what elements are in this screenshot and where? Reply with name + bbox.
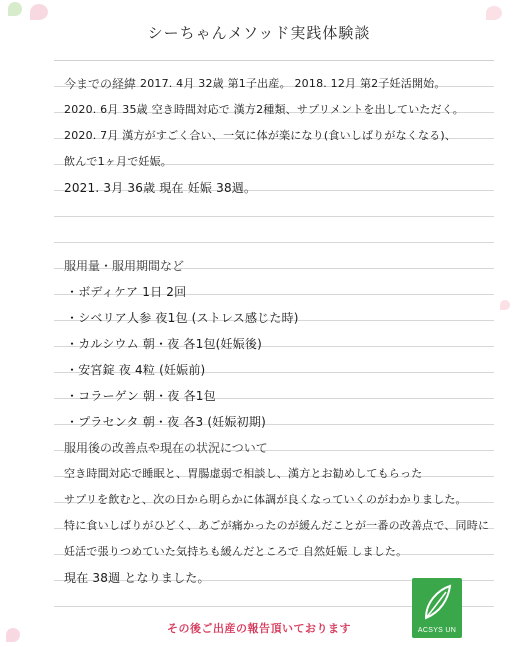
- petal-decoration: [486, 6, 502, 20]
- improvement-line: 特に食いしばりがひどく、あごが痛かったのが緩んだことが一番の改善点で、同時に: [64, 519, 490, 532]
- dosage-item: ・シベリア人参 夜1包 (ストレス感じた時): [66, 311, 299, 325]
- history-line: 2020. 7月 漢方がすごく合い、一気に体が楽になり(食いしばりがなくなる)、: [64, 129, 457, 142]
- dosage-item: ・安宮錠 夜 4粒 (妊娠前): [66, 363, 206, 377]
- petal-decoration: [30, 4, 48, 20]
- dosage-item: ・カルシウム 朝・夜 各1包(妊娠後): [66, 337, 263, 351]
- history-line: 2017. 4月 32歳 第1子出産。 2018. 12月 第2子妊活開始。: [140, 77, 446, 90]
- logo-text: ACSYS UN: [417, 627, 457, 634]
- dosage-item: ・プラセンタ 朝・夜 各3 (妊娠初期): [66, 415, 266, 429]
- petal-decoration: [500, 300, 510, 310]
- improvement-line: サプリを飲むと、次の日から明らかに体調が良くなっていくのがわかりました。: [64, 493, 467, 506]
- history-line: 2020. 6月 35歳 空き時間対応で 漢方2種類、サプリメントを出していただく。: [64, 103, 464, 116]
- improvement-line: 現在 38週 となりました。: [64, 571, 210, 585]
- history-line: 飲んで1ヶ月で妊娠。: [64, 155, 172, 168]
- improvement-heading: 服用後の改善点や現在の状況について: [64, 441, 268, 455]
- page-title: シーちゃんメソッド実践体験談: [147, 24, 371, 42]
- dosage-heading: 服用量・服用期間など: [64, 259, 185, 273]
- improvement-line: 妊活で張りつめていた気持ちも緩んだところで 自然妊娠 しました。: [64, 545, 408, 558]
- dosage-item: ・ボディケア 1日 2回: [66, 285, 187, 299]
- petal-decoration: [8, 2, 22, 16]
- closing-note: その後ご出産の報告頂いております: [167, 622, 351, 635]
- testimonial-card: [54, 60, 494, 623]
- history-line: 2021. 3月 36歳 現在 妊娠 38週。: [64, 181, 257, 195]
- history-heading: 今までの経緯: [64, 77, 137, 91]
- dosage-item: ・コラーゲン 朝・夜 各1包: [66, 389, 216, 403]
- improvement-line: 空き時間対応で睡眠と、胃腸虚弱で相談し、漢方とお勧めしてもらった: [64, 467, 423, 480]
